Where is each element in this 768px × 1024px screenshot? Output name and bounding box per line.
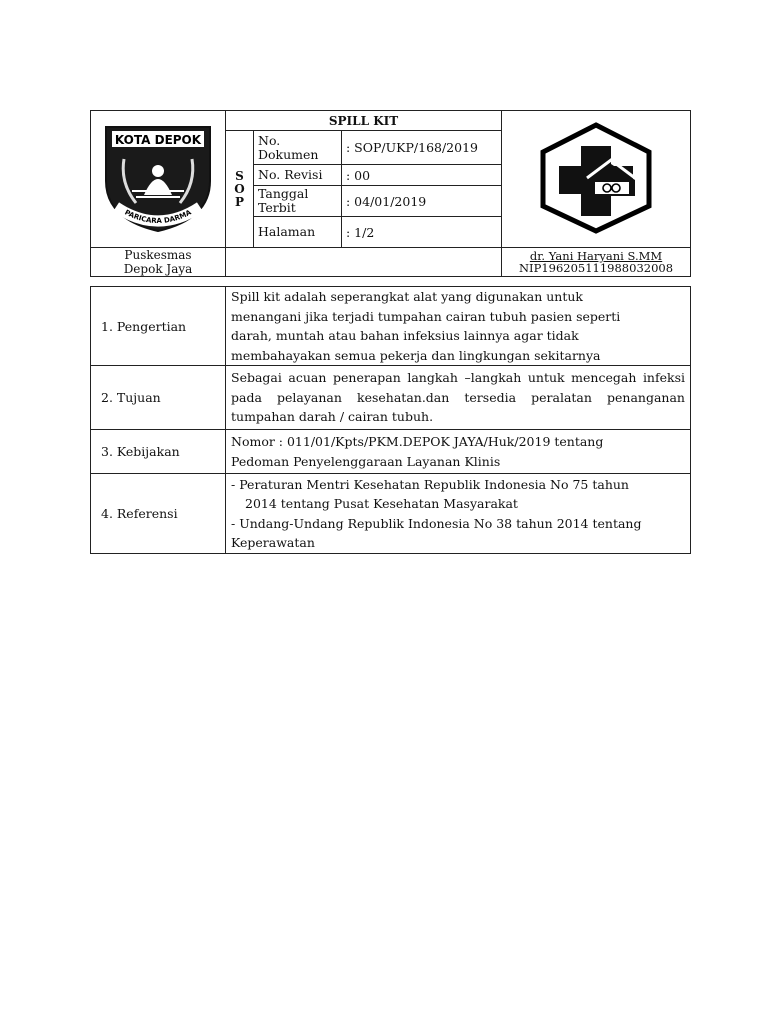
logo-motto-text: PARICARA DARMA: [123, 207, 193, 225]
sop-letter-o: O: [234, 181, 245, 196]
row-value-halaman: : 1/2: [342, 217, 502, 248]
content-line: darah, muntah atau bahan infeksius lainnya agar tidak: [231, 328, 579, 343]
section-title-kebijakan: 3. Kebijakan: [91, 430, 226, 474]
section-row: [91, 430, 691, 474]
signatory-name: dr. Yani Haryani S.MM: [529, 249, 663, 263]
puskesmas-logo-cell: [502, 111, 691, 248]
kota-depok-logo-cell: [91, 111, 226, 248]
signatory-block: [502, 248, 691, 277]
content-line: - Undang-Undang Republik Indonesia No 38 tahun 2014 tentang: [231, 515, 642, 531]
organization-line-1: Puskesmas: [124, 248, 192, 262]
organization-line-2: Depok Jaya: [123, 262, 193, 276]
row-value-tanggal-terbit: : 04/01/2019: [342, 186, 502, 217]
row-label-no-revisi: No. Revisi: [254, 165, 342, 186]
sop-letter-p: P: [234, 194, 245, 209]
content-line: - Peraturan Mentri Kesehatan Republik Indonesia No 75 tahun: [231, 476, 629, 492]
sop-letter-s: S: [235, 168, 244, 183]
row-value-no-dokumen: : SOP/UKP/168/2019: [342, 131, 502, 165]
section-title-pengertian: 1. Pengertian: [91, 287, 226, 366]
content-line: Keperawatan: [231, 535, 315, 550]
section-row: [91, 474, 691, 554]
section-title-tujuan: 2. Tujuan: [91, 366, 226, 430]
organization-name: [91, 248, 226, 277]
content-line: Nomor : 011/01/Kpts/PKM.DEPOK JAYA/Huk/2019 tentang: [231, 434, 604, 449]
sop-label: [226, 131, 254, 248]
row-value-no-revisi: : 00: [342, 165, 502, 186]
section-content-tujuan: [226, 366, 691, 430]
section-title-referensi: 4. Referensi: [91, 474, 226, 554]
content-line: menangani jika terjadi tumpahan cairan tubuh pasien seperti: [231, 308, 621, 324]
kota-depok-emblem-icon: [102, 123, 214, 233]
content-line: membahayakan semua pekerja dan lingkungan sekitarnya: [231, 347, 601, 363]
section-content-kebijakan: [226, 430, 691, 474]
content-line: 2014 tentang Pusat Kesehatan Masyarakat: [245, 496, 518, 511]
row-label-halaman: Halaman: [254, 217, 342, 248]
document-title: SPILL KIT: [226, 111, 502, 131]
empty-footer-cell: [226, 248, 502, 277]
section-content-referensi: [226, 474, 691, 554]
sop-content-table: [90, 286, 691, 554]
section-row: [91, 287, 691, 366]
signatory-nip: NIP196205111988032008: [518, 261, 674, 275]
content-line: Pedoman Penyelenggaraan Layanan Klinis: [231, 453, 501, 469]
row-label-tanggal-terbit: Tanggal Terbit: [254, 186, 342, 217]
content-line: Spill kit adalah seperangkat alat yang digunakan untuk: [231, 289, 583, 304]
content-line: Sebagai acuan penerapan langkah –langkah untuk mencegah infeksi pada pelayanan kesehatan.dan tersedia peralatan penanganan tumpahan darah / cairan tubuh.: [231, 370, 685, 425]
row-label-no-dokumen: No. Dokumen: [254, 131, 342, 165]
section-row: [91, 366, 691, 430]
section-content-pengertian: [226, 287, 691, 366]
logo-title-text: KOTA DEPOK: [114, 132, 202, 147]
sop-header-table: [90, 110, 691, 277]
puskesmas-cross-icon: [537, 122, 655, 234]
